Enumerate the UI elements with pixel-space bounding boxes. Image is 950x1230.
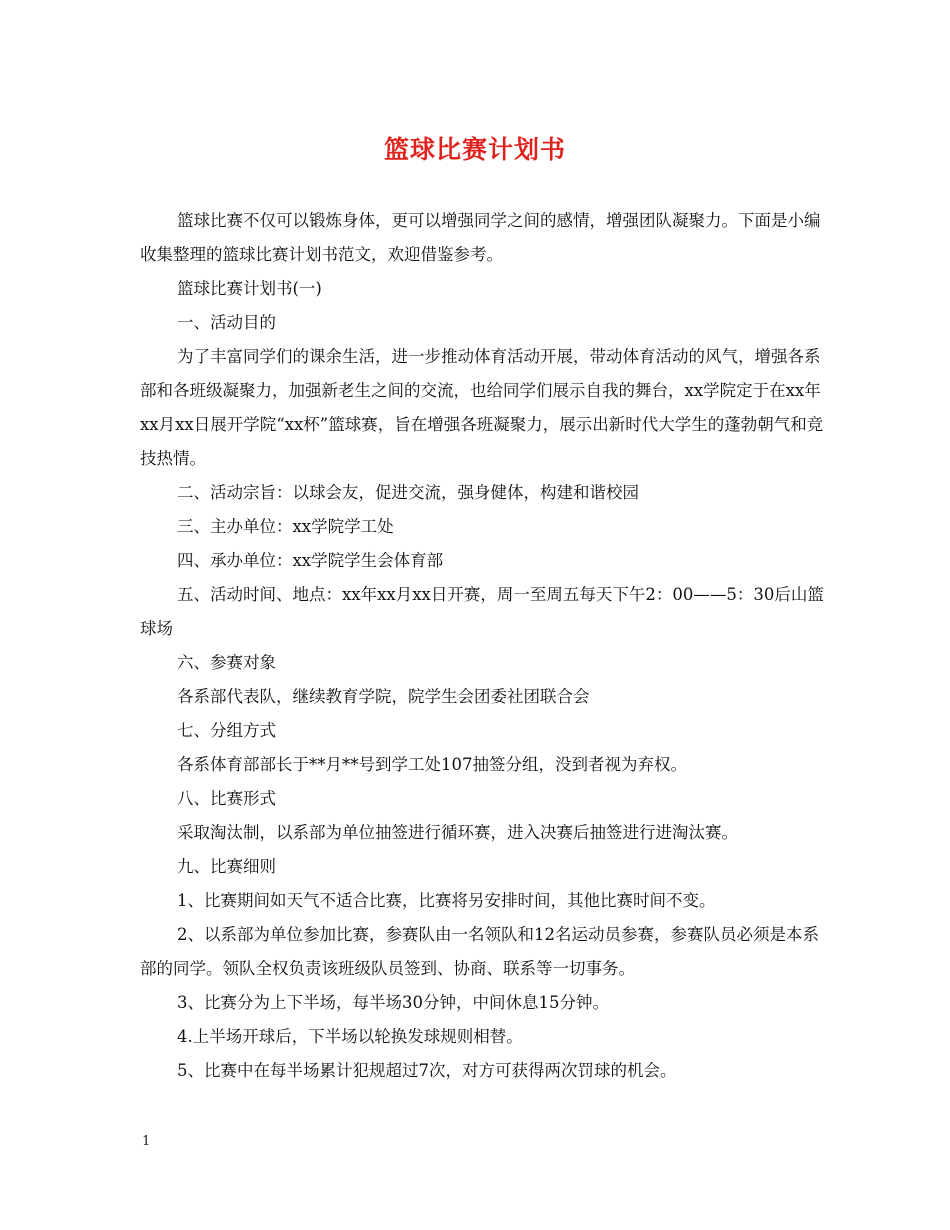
section-heading-participants: 六、参赛对象	[177, 653, 276, 672]
rule-item-2: 2、以系部为单位参加比赛，参赛队由一名领队和12名运动员参赛，参赛队员必须是本系部的同学。领队全权负责该班级队员签到、协商、联系等一切事务。	[140, 925, 819, 978]
paragraph-grouping: 各系体育部部长于**月**号到学工处107抽签分组，没到者视为弃权。	[177, 755, 687, 774]
section-heading-purpose: 一、活动目的	[177, 313, 276, 332]
section-heading-undertaker: 四、承办单位：xx学院学生会体育部	[177, 551, 444, 570]
rule-item-3: 3、比赛分为上下半场，每半场30分钟，中间休息15分钟。	[177, 993, 609, 1012]
section-heading-format: 八、比赛形式	[177, 789, 276, 808]
rule-item-1: 1、比赛期间如天气不适合比赛，比赛将另安排时间，其他比赛时间不变。	[177, 891, 716, 910]
rule-item-5: 5、比赛中在每半场累计犯规超过7次，对方可获得两次罚球的机会。	[177, 1061, 677, 1080]
section-heading-rules: 九、比赛细则	[177, 857, 276, 876]
document-title: 篮球比赛计划书	[383, 135, 566, 164]
paragraph-purpose: 为了丰富同学们的课余生活，进一步推动体育活动开展，带动体育活动的风气，增强各系部和各班级凝聚力，加强新老生之间的交流，也给同学们展示自我的舞台，xx学院定于在xx年xx月xx日展开学院“xx杯”篮球赛，旨在增强各班凝聚力，展示出新时代大学生的蓬勃朝气和竞技热情。	[140, 347, 824, 468]
paragraph-plan-heading: 篮球比赛计划书(一)	[177, 279, 322, 298]
section-heading-grouping: 七、分组方式	[177, 721, 276, 740]
paragraph-participants: 各系部代表队，继续教育学院，院学生会团委社团联合会	[177, 687, 590, 706]
paragraph-intro: 篮球比赛不仅可以锻炼身体，更可以增强同学之间的感情，增强团队凝聚力。下面是小编收集整理的篮球比赛计划书范文，欢迎借鉴参考。	[140, 211, 821, 264]
section-heading-organizer: 三、主办单位：xx学院学工处	[177, 517, 394, 536]
section-heading-aim: 二、活动宗旨：以球会友，促进交流，强身健体，构建和谐校园	[177, 483, 639, 502]
section-heading-time-place: 五、活动时间、地点：xx年xx月xx日开赛，周一至周五每天下午2：00——5：30后山篮球场	[140, 585, 824, 638]
rule-item-4: 4.上半场开球后，下半场以轮换发球规则相替。	[177, 1027, 523, 1046]
page-number: 1	[142, 1134, 151, 1149]
document-body	[140, 204, 830, 1088]
paragraph-format: 采取淘汰制，以系部为单位抽签进行循环赛，进入决赛后抽签进行进淘汰赛。	[177, 823, 738, 842]
